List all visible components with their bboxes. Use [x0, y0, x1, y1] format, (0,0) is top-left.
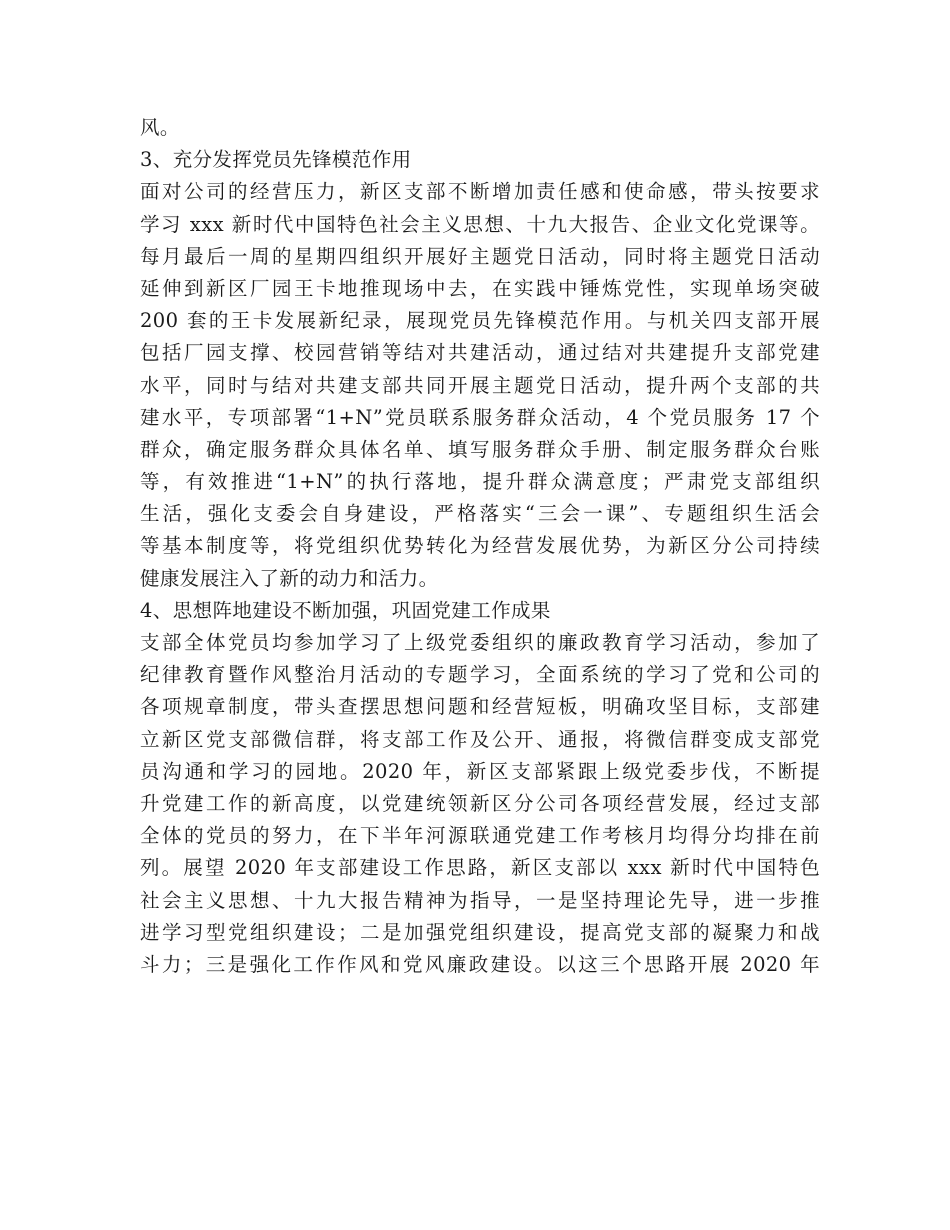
text-line: 每月最后一周的星期四组织开展好主题党日活动，同时将主题党日活动: [140, 244, 820, 268]
text-line: 学习 xxx 新时代中国特色社会主义思想、十九大报告、企业文化党课等。: [140, 212, 820, 236]
text-line: 生活，强化支委会自身建设，严格落实“三会一课”、专题组织生活会: [140, 502, 820, 526]
text-line: 健康发展注入了新的动力和活力。: [140, 566, 439, 590]
text-line: 支部全体党员均参加学习了上级党委组织的廉政教育学习活动，参加了: [140, 631, 820, 654]
text-line: 立新区党支部微信群，将支部工作及公开、通报，将微信群变成支部党: [140, 727, 820, 751]
text-line: 3、充分发挥党员先锋模范作用: [140, 148, 412, 172]
text-line: 各项规章制度，带头查摆思想问题和经营短板，明确攻坚目标，支部建: [140, 695, 820, 719]
text-line: 4、思想阵地建设不断加强，巩固党建工作成果: [140, 598, 551, 622]
text-line: 纪律教育暨作风整治月活动的专题学习，全面系统的学习了党和公司的: [140, 663, 820, 687]
text-line: 社会主义思想、十九大报告精神为指导，一是坚持理论先导，进一步推: [140, 888, 820, 912]
text-line: 员沟通和学习的园地。2020 年，新区支部紧跟上级党委步伐，不断提: [140, 759, 820, 783]
text-line: 升党建工作的新高度，以党建统领新区分公司各项经营发展，经过支部: [140, 791, 820, 815]
text-line: 200 套的王卡发展新纪录，展现党员先锋模范作用。与机关四支部开展: [140, 309, 820, 333]
text-line: 风。: [140, 116, 180, 139]
text-line: 水平，同时与结对共建支部共同开展主题党日活动，提升两个支部的共: [140, 373, 820, 397]
text-line: 列。展望 2020 年支部建设工作思路，新区支部以 xxx 新时代中国特色: [140, 856, 820, 880]
text-line: 延伸到新区厂园王卡地推现场中去，在实践中锤炼党性，实现单场突破: [140, 276, 820, 300]
text-line: 斗力；三是强化工作作风和党风廉政建设。以这三个思路开展 2020 年: [140, 952, 820, 976]
text-line: 等，有效推进“1+N”的执行落地，提升群众满意度；严肃党支部组织: [140, 470, 820, 494]
text-line: 全体的党员的努力，在下半年河源联通党建工作考核月均得分均排在前: [140, 824, 820, 848]
text-line: 面对公司的经营压力，新区支部不断增加责任感和使命感，带头按要求: [140, 180, 820, 204]
document-body: [140, 112, 820, 981]
text-line: 包括厂园支撑、校园营销等结对共建活动，通过结对共建提升支部党建: [140, 341, 820, 365]
text-line: 进学习型党组织建设；二是加强党组织建设，提高党支部的凝聚力和战: [140, 920, 820, 944]
text-line: 建水平，专项部署“1+N”党员联系服务群众活动，4 个党员服务 17 个: [140, 405, 820, 429]
text-line: 群众，确定服务群众具体名单、填写服务群众手册、制定服务群众台账: [140, 437, 820, 461]
text-line: 等基本制度等，将党组织优势转化为经营发展优势，为新区分公司持续: [140, 534, 820, 558]
